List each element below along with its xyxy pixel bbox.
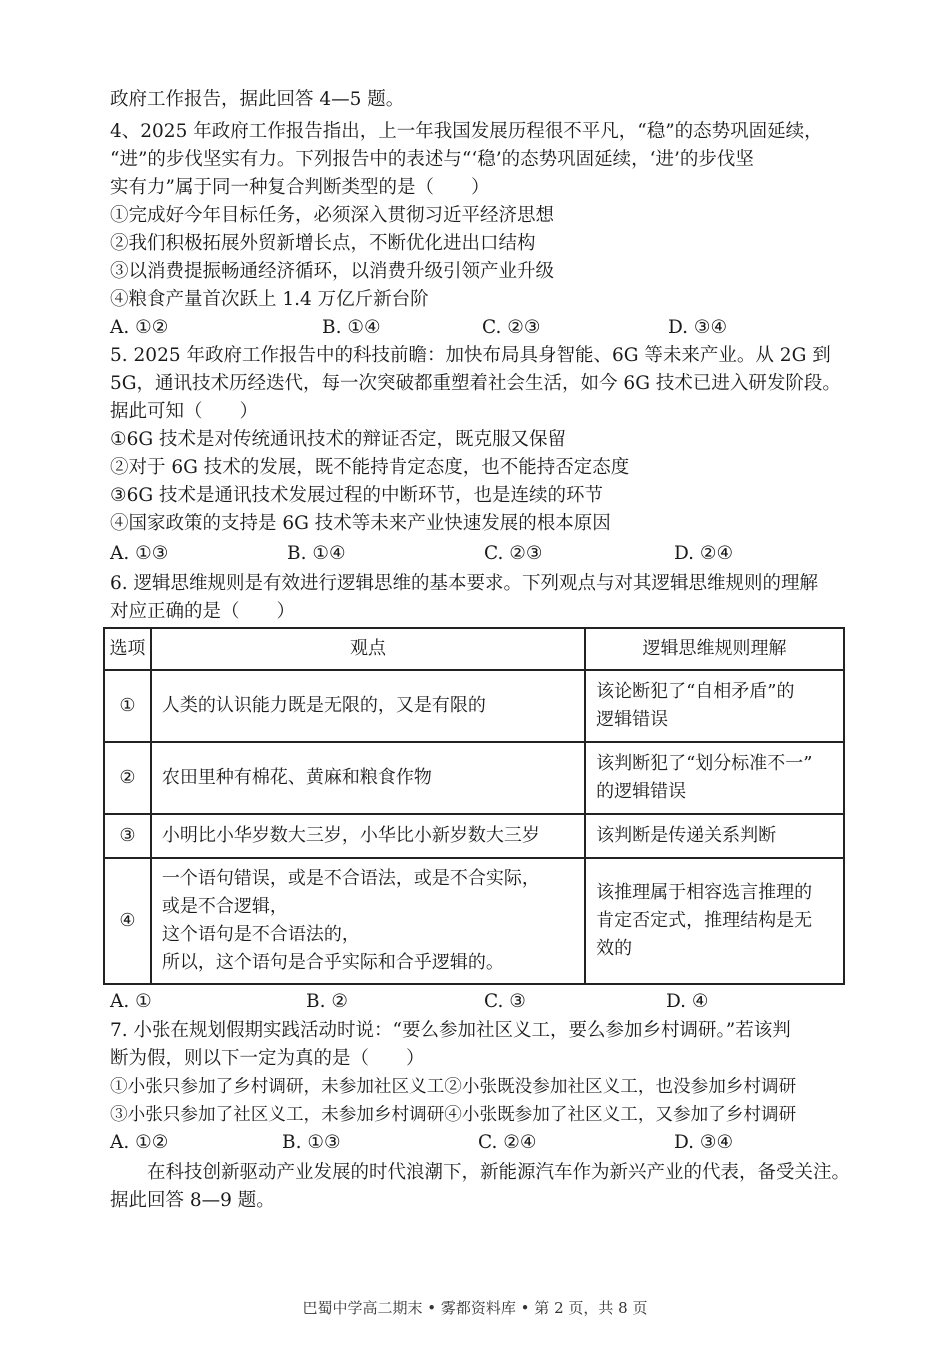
rule-line: 逻辑错误 bbox=[596, 709, 669, 730]
header-rule: 逻辑思维规则理解 bbox=[585, 628, 844, 670]
viewpoint-line: 农田里种有棉花、黄麻和粮食作物 bbox=[161, 767, 432, 788]
rule-line: 肯定否定式，推理结构是无 bbox=[596, 910, 813, 931]
rule-line: 的逻辑错误 bbox=[596, 781, 687, 802]
rule-line: 该论断犯了“自相矛盾”的 bbox=[596, 681, 795, 702]
outro-line-2: 据此回答 8—9 题。 bbox=[110, 1190, 275, 1211]
q7-option-d: D. ③④ bbox=[674, 1132, 734, 1153]
rule-line: 效的 bbox=[596, 938, 633, 959]
q4-item-2: ②我们积极拓展外贸新增长点，不断优化进出口结构 bbox=[110, 233, 536, 254]
table-header-row bbox=[104, 628, 844, 670]
q7-stem-line-2: 断为假，则以下一定为真的是（ ） bbox=[110, 1048, 425, 1069]
logic-rules-table bbox=[103, 627, 845, 985]
q6-option-a: A. ① bbox=[110, 991, 152, 1012]
row-viewpoint bbox=[151, 742, 585, 814]
viewpoint-line: 或是不合逻辑， bbox=[161, 896, 288, 917]
rule-line: 该判断是传递关系判断 bbox=[596, 825, 777, 846]
header-viewpoint: 观点 bbox=[151, 628, 585, 670]
q7-stem-line-1: 7. 小张在规划假期实践活动时说：“要么参加社区义工，要么参加乡村调研。”若该判 bbox=[110, 1020, 791, 1041]
q5-option-a: A. ①③ bbox=[110, 543, 169, 564]
intro-line: 政府工作报告，据此回答 4—5 题。 bbox=[110, 89, 405, 110]
q4-item-3: ③以消费提振畅通经济循环，以消费升级引领产业升级 bbox=[110, 261, 555, 282]
rule-line: 该推理属于相容选言推理的 bbox=[596, 882, 813, 903]
q5-stem-line-1: 5. 2025 年政府工作报告中的科技前瞻：加快布局具身智能、6G 等未来产业。从 2G 到 bbox=[110, 345, 831, 366]
table-row bbox=[104, 742, 844, 814]
q5-stem-line-2: 5G，通讯技术历经迭代，每一次突破都重塑着社会生活，如今 6G 技术已进入研发阶段。 bbox=[110, 373, 841, 394]
q7-option-a: A. ①② bbox=[110, 1132, 169, 1153]
q6-option-b: B. ② bbox=[306, 991, 348, 1012]
table-row bbox=[104, 670, 844, 742]
q5-item-4: ④国家政策的支持是 6G 技术等未来产业快速发展的根本原因 bbox=[110, 513, 611, 534]
q6-stem-line-2: 对应正确的是（ ） bbox=[110, 601, 296, 622]
row-rule bbox=[585, 814, 844, 858]
q6-option-d: D. ④ bbox=[666, 991, 709, 1012]
q6-stem-line-1: 6. 逻辑思维规则是有效进行逻辑思维的基本要求。下列观点与对其逻辑思维规则的理解 bbox=[110, 573, 819, 594]
q4-item-4: ④粮食产量首次跃上 1.4 万亿斤新台阶 bbox=[110, 289, 429, 310]
row-number: ④ bbox=[104, 858, 151, 984]
row-rule bbox=[585, 670, 844, 742]
outro-line-1: 在科技创新驱动产业发展的时代浪潮下，新能源汽车作为新兴产业的代表，备受关注。 bbox=[110, 1162, 851, 1183]
viewpoint-line: 小明比小华岁数大三岁，小华比小新岁数大三岁 bbox=[161, 825, 540, 846]
q7-option-b: B. ①③ bbox=[282, 1132, 341, 1153]
row-number: ① bbox=[104, 670, 151, 742]
table-row bbox=[104, 814, 844, 858]
q7-item-line-1: ①小张只参加了乡村调研，未参加社区义工②小张既没参加社区义工，也没参加乡村调研 bbox=[110, 1077, 797, 1097]
rule-line: 该判断犯了“划分标准不一” bbox=[596, 753, 813, 774]
q4-option-d: D. ③④ bbox=[668, 317, 728, 338]
viewpoint-line: 所以，这个语句是合乎实际和合乎逻辑的。 bbox=[161, 952, 504, 973]
q4-option-b: B. ①④ bbox=[322, 317, 381, 338]
q4-stem-line-1: 4、2025 年政府工作报告指出，上一年我国发展历程很不平凡，“稳”的态势巩固延续， bbox=[110, 121, 823, 142]
header-option: 选项 bbox=[104, 628, 151, 670]
q5-item-1: ①6G 技术是对传统通讯技术的辩证否定，既克服又保留 bbox=[110, 429, 567, 450]
row-number: ② bbox=[104, 742, 151, 814]
q5-item-2: ②对于 6G 技术的发展，既不能持肯定态度，也不能持否定态度 bbox=[110, 457, 630, 478]
q4-stem-line-3: 实有力”属于同一种复合判断类型的是（ ） bbox=[110, 177, 490, 198]
row-viewpoint bbox=[151, 814, 585, 858]
q5-stem-line-3: 据此可知（ ） bbox=[110, 401, 259, 422]
q5-option-b: B. ①④ bbox=[287, 543, 346, 564]
q4-item-1: ①完成好今年目标任务，必须深入贯彻习近平经济思想 bbox=[110, 205, 555, 226]
viewpoint-line: 人类的认识能力既是无限的，又是有限的 bbox=[161, 695, 486, 716]
row-rule bbox=[585, 858, 844, 984]
row-viewpoint bbox=[151, 670, 585, 742]
q7-item-line-2: ③小张只参加了社区义工，未参加乡村调研④小张既参加了社区义工，又参加了乡村调研 bbox=[110, 1105, 797, 1125]
q6-option-c: C. ③ bbox=[484, 991, 526, 1012]
page-footer: 巴蜀中学高二期末 • 雾都资料库 • 第 2 页，共 8 页 bbox=[302, 1299, 648, 1317]
q4-option-a: A. ①② bbox=[110, 317, 169, 338]
row-viewpoint bbox=[151, 858, 585, 984]
table-row bbox=[104, 858, 844, 984]
q7-option-c: C. ②④ bbox=[478, 1132, 537, 1153]
viewpoint-line: 这个语句是不合语法的， bbox=[161, 924, 360, 945]
q5-option-c: C. ②③ bbox=[484, 543, 543, 564]
q4-stem-line-2: “进”的步伐坚实有力。下列报告中的表述与“‘稳’的态势巩固延续，‘进’的步伐坚 bbox=[110, 149, 754, 170]
q4-option-c: C. ②③ bbox=[482, 317, 541, 338]
viewpoint-line: 一个语句错误，或是不合语法，或是不合实际， bbox=[161, 868, 540, 889]
row-rule bbox=[585, 742, 844, 814]
q5-item-3: ③6G 技术是通讯技术发展过程的中断环节，也是连续的环节 bbox=[110, 485, 604, 506]
q5-option-d: D. ②④ bbox=[674, 543, 734, 564]
row-number: ③ bbox=[104, 814, 151, 858]
